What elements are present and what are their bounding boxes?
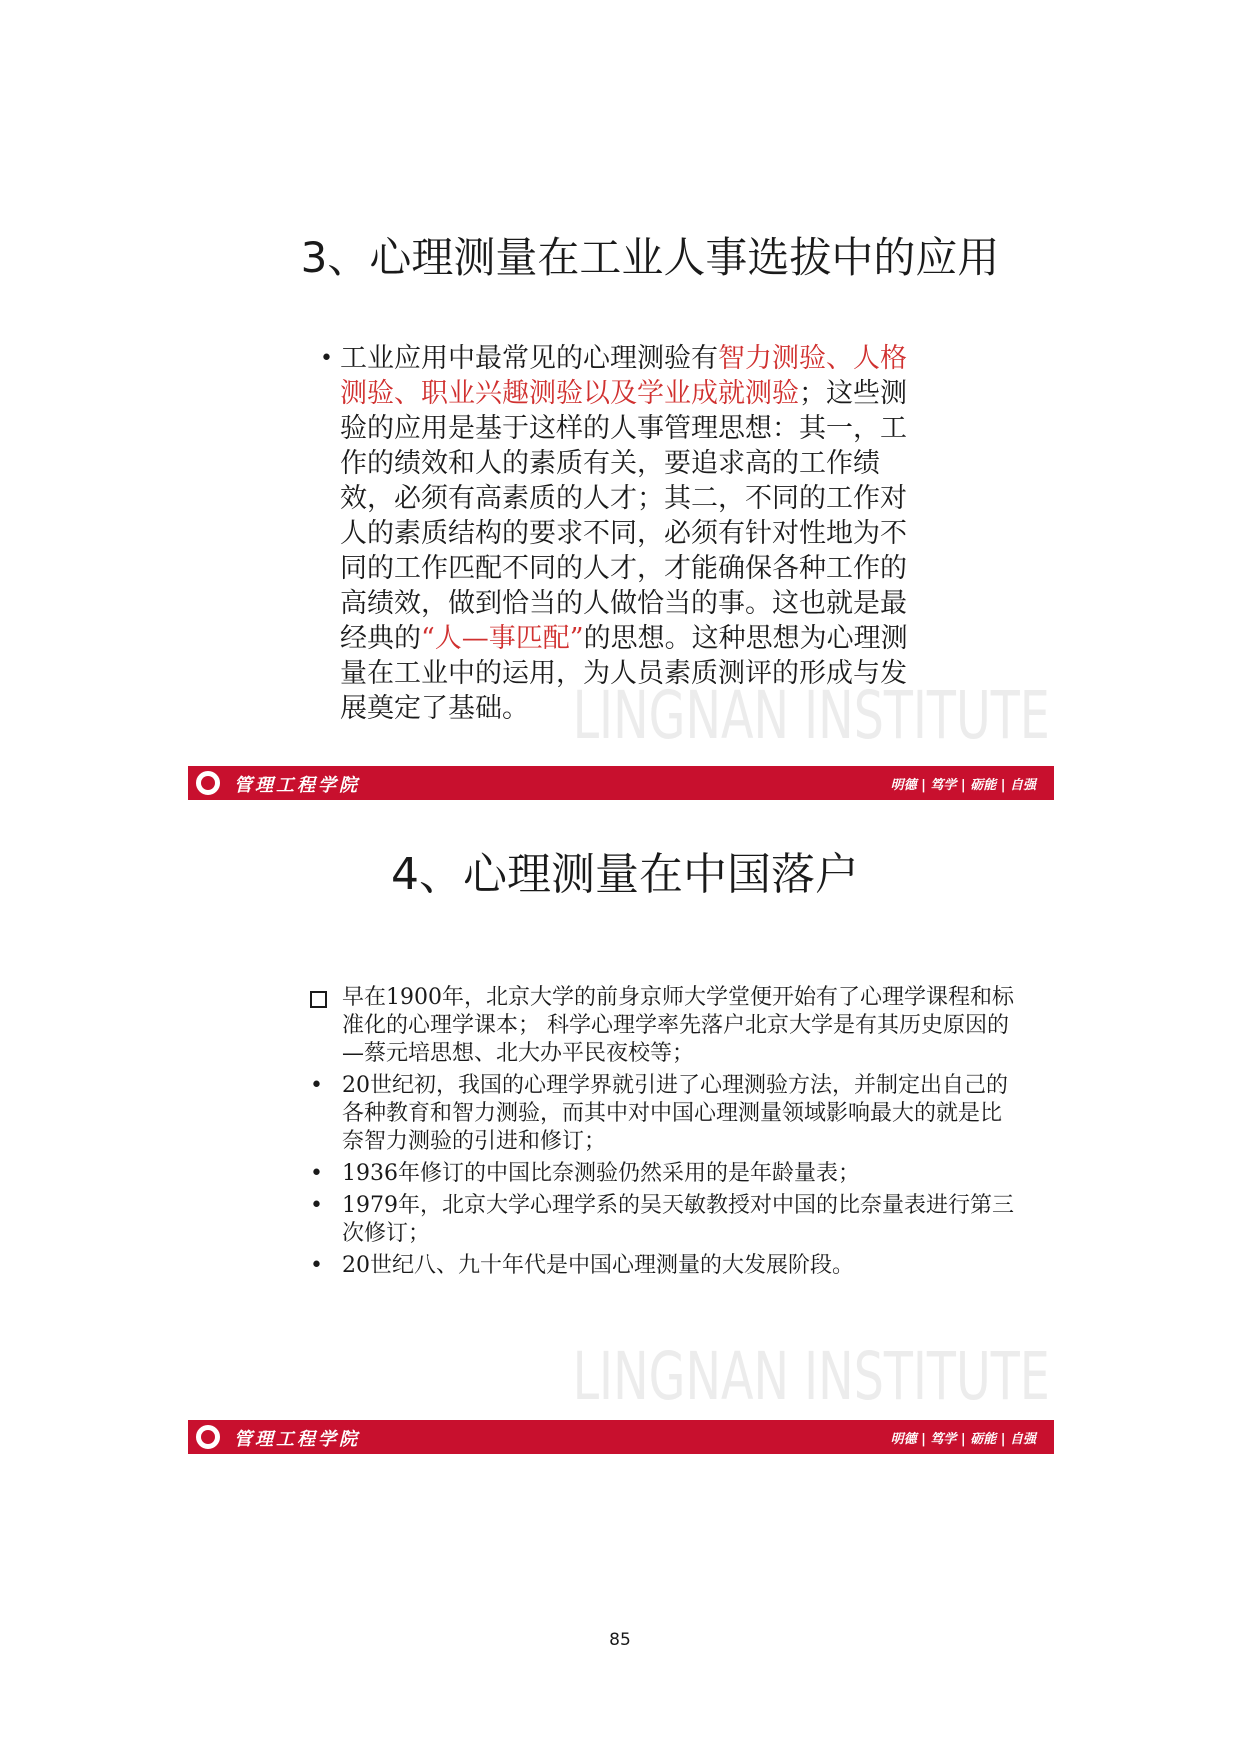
list-item-text: 20世纪初，我国的心理学界就引进了心理测验方法，并制定出自己的各种教育和智力测验，而其中对中国心理测量领域影响最大的就是比奈智力测验的引进和修订； <box>342 1073 1008 1154</box>
list-item-text: 1979年，北京大学心理学系的吴天敏教授对中国的比奈量表进行第三次修订； <box>342 1193 1014 1246</box>
square-bullet-icon <box>310 991 327 1008</box>
institute-name: 管理工程学院 <box>234 775 360 796</box>
body-text-middle: ；这些测验的应用是基于这样的人事管理思想：其一，工作的绩效和人的素质有关，要追求高的工作绩效，必须有高素质的人才；其二，不同的工作对人的素质结构的要求不同，必须有针对性地为不同的工作匹配不同的人才，才能确保各种工作的高绩效，做到恰当的人做恰当的事。这也就是最经典的 <box>340 378 907 654</box>
list-item-text: 20世纪八、九十年代是中国心理测量的大发展阶段。 <box>342 1253 854 1278</box>
watermark: LINGNAN INSTITUTE <box>572 1338 1050 1415</box>
slide-2-title: 4、心理测量在中国落户 <box>391 849 859 900</box>
list-item <box>310 984 1020 1068</box>
slide-2 <box>188 808 1054 1454</box>
slide-1-title: 3、心理测量在工业人事选拔中的应用 <box>300 233 1000 282</box>
slide-2-footer <box>188 1420 1054 1454</box>
bullet-mark: • <box>310 1073 323 1098</box>
list-item-text: 早在1900年，北京大学的前身京师大学堂便开始有了心理学课程和标准化的心理学课本； 科学心理学率先落户北京大学是有其历史原因的—蔡元培思想、北大办平民夜校等； <box>342 985 1014 1066</box>
watermark: LINGNAN INSTITUTE <box>572 677 1050 754</box>
slide-2-list <box>310 984 1020 1284</box>
school-motto: 明德 | 笃学 | 砺能 | 自强 <box>890 778 1036 793</box>
highlight-person-job-match: “人—事匹配” <box>421 623 584 654</box>
list-item-text: 1936年修订的中国比奈测验仍然采用的是年龄量表； <box>342 1161 860 1186</box>
page-number: 85 <box>609 1630 631 1650</box>
bullet-mark: • <box>310 1193 323 1218</box>
slide-1-body <box>340 341 930 726</box>
body-text-before: 工业应用中最常见的心理测验有 <box>340 343 718 374</box>
bullet-mark: • <box>310 1253 323 1278</box>
highlight-tests: 智力测验、人格测验、职业兴趣测验以及学业成就测验 <box>340 343 907 409</box>
school-seal-icon <box>196 771 220 795</box>
slide-1-footer <box>188 766 1054 800</box>
body-text-after: 的思想。这种思想为心理测量在工业中的运用，为人员素质测评的形成与发展奠定了基础。 <box>340 623 908 724</box>
slide-1 <box>188 195 1054 800</box>
list-item <box>310 1072 1020 1156</box>
school-motto: 明德 | 笃学 | 砺能 | 自强 <box>890 1432 1036 1447</box>
list-item <box>310 1160 1020 1188</box>
list-item <box>310 1192 1020 1248</box>
list-item <box>310 1252 1020 1280</box>
institute-name: 管理工程学院 <box>234 1429 360 1450</box>
school-seal-icon <box>196 1425 220 1449</box>
slide-1-bullet: • <box>320 346 333 371</box>
bullet-mark: • <box>310 1161 323 1186</box>
